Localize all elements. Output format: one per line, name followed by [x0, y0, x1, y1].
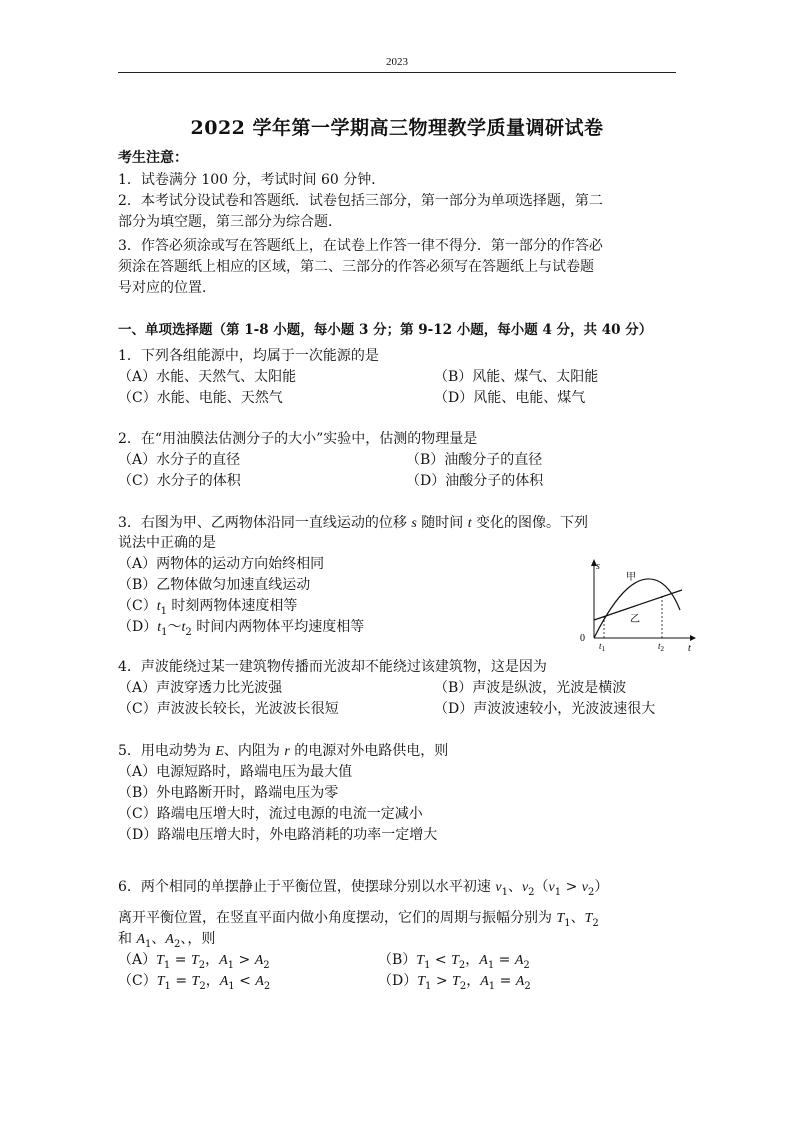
notice-heading: 考生注意： — [118, 150, 188, 166]
header-year: 2023 — [386, 56, 408, 68]
q5-option-d[interactable]: （D）路端电压增大时，外电路消耗的功率一定增大 — [118, 827, 438, 843]
q6-option-d[interactable]: $(D)T_1 > T_2$，$A_1 = A_2$ — [378, 973, 531, 992]
notice-line: 部分为填空题，第三部分为综合题． — [118, 214, 342, 230]
notice-line: 2．本考试分设试卷和答题纸．试卷包括三部分，第一部分为单项选择题，第二 — [118, 193, 603, 209]
page-title: 2022 学年第一学期高三物理教学质量调研试卷 — [190, 117, 604, 139]
q4-option-c[interactable]: （C）声波波长较长，光波波长很短 — [118, 701, 339, 717]
q2-option-c[interactable]: （C）水分子的体积 — [118, 473, 241, 489]
q1-option-b[interactable]: （B）风能、煤气、太阳能 — [434, 369, 599, 385]
q4-option-a[interactable]: （A）声波穿透力比光波强 — [118, 680, 283, 696]
q5-option-b[interactable]: （B）外电路断开时，路端电压为零 — [118, 785, 339, 801]
q6-option-b[interactable]: $(B)T_1 < T_2$，$A_1 = A_2$ — [378, 952, 530, 971]
q3-stem-cont: 说法中正确的是 — [118, 535, 216, 551]
section-heading: 一、单项选择题（第 1-8 小题，每小题 3 分；第 9-12 小题，每小题 4 分，共 40 分） — [118, 322, 653, 338]
q6-stem: 6．两个相同的单摆静止于平衡位置，使摆球分别以水平初速 $v_1$、$v_2(v_1 > v_2)$ — [118, 879, 609, 898]
line-yi-label: 乙 — [630, 614, 640, 625]
q6-stem-cont: 离开平衡位置，在竖直平面内做小角度摆动，它们的周期与振幅分别为 $T_1$、$T_2$ — [118, 910, 599, 929]
notice-line: 3．作答必须涂或写在答题纸上，在试卷上作答一律不得分．第一部分的作答必 — [118, 238, 603, 254]
q3-option-a[interactable]: （A）两物体的运动方向始终相同 — [118, 556, 325, 572]
q1-option-d[interactable]: （D）风能、电能、煤气 — [434, 390, 586, 406]
q3-option-c[interactable]: $(C)t_1$ 时刻两物体速度相等 — [118, 598, 298, 617]
graph-y-label: s — [596, 561, 600, 572]
header-rule — [118, 72, 676, 73]
q2-option-b[interactable]: （B）油酸分子的直径 — [406, 452, 543, 468]
q1-stem: 1．下列各组能源中，均属于一次能源的是 — [118, 348, 379, 364]
q2-stem: 2．在“用油膜法估测分子的大小”实验中，估测的物理量是 — [118, 431, 478, 447]
graph-x-label: t — [688, 643, 691, 654]
q5-stem: 5．用电动势为 E、内阻为 r 的电源对外电路供电，则 — [118, 743, 449, 759]
q4-option-b[interactable]: （B）声波是纵波，光波是横波 — [434, 680, 627, 696]
displacement-time-graph — [578, 554, 698, 654]
curve-jia — [594, 579, 680, 638]
graph-origin: 0 — [580, 633, 585, 644]
q3-stem: 3．右图为甲、乙两物体沿同一直线运动的位移 s 随时间 t 变化的图像。下列 — [118, 515, 589, 531]
q6-option-a[interactable]: $(A)T_1 = T_2$，$A_1 > A_2$ — [118, 952, 270, 971]
q5-option-c[interactable]: （C）路端电压增大时，流过电源的电流一定减小 — [118, 806, 423, 822]
t2-label: $t_2$ — [658, 641, 665, 653]
notice-line: 1．试卷满分 100 分，考试时间 60 分钟． — [118, 172, 386, 188]
q1-option-a[interactable]: （A）水能、天然气、太阳能 — [118, 369, 297, 385]
notice-line: 号对应的位置． — [118, 280, 216, 296]
q1-option-c[interactable]: （C）水能、电能、天然气 — [118, 390, 283, 406]
notice-line: 须涂在答题纸上相应的区域，第二、三部分的作答必须写在答题纸上与试卷题 — [118, 259, 594, 275]
curve-jia-label: 甲 — [626, 572, 636, 583]
q3-option-d[interactable]: $(D)t_1\sim t_2$ 时间内两物体平均速度相等 — [118, 619, 365, 638]
q6-stem-cont2: 和 $A_1$、$A_2$、，则 — [118, 931, 216, 950]
q5-option-a[interactable]: （A）电源短路时，路端电压为最大值 — [118, 764, 353, 780]
t1-label: $t_1$ — [599, 641, 606, 653]
graph-x-arrow — [690, 635, 696, 641]
q2-option-a[interactable]: （A）水分子的直径 — [118, 452, 241, 468]
q3-option-b[interactable]: （B）乙物体做匀加速直线运动 — [118, 577, 311, 593]
q6-option-c[interactable]: $(C)T_1 = T_2$，$A_1 < A_2$ — [118, 973, 271, 992]
q4-option-d[interactable]: （D）声波波速较小，光波波速很大 — [434, 701, 656, 717]
q2-option-d[interactable]: （D）油酸分子的体积 — [406, 473, 544, 489]
q4-stem: 4．声波能绕过某一建筑物传播而光波却不能绕过该建筑物，这是因为 — [118, 659, 547, 675]
